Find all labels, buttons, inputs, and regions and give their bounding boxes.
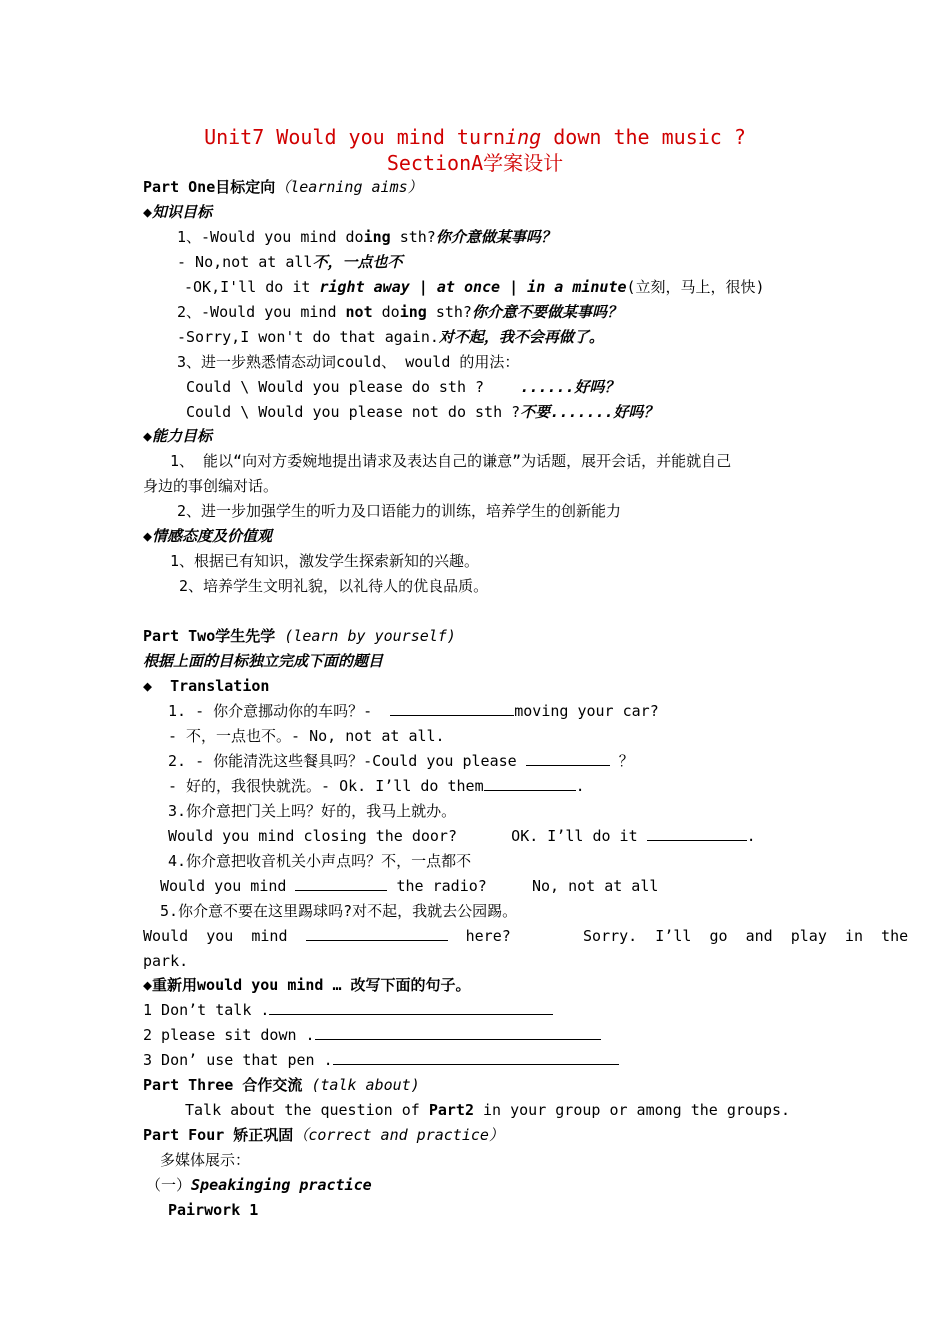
text-meaning: 你介意做某事吗？ [435, 228, 556, 246]
translation-q2 [168, 751, 634, 771]
text: - 好的，我很快就洗。- Ok. I’ll do them [168, 777, 484, 795]
answer-blank[interactable] [390, 701, 514, 716]
part-two-heading [143, 626, 456, 646]
knowledge-item-1 [177, 227, 556, 247]
text-meaning: ......好吗？ [520, 378, 620, 396]
knowledge-item-2 [177, 252, 402, 272]
text: . [746, 827, 756, 845]
text-bold: ing [363, 228, 391, 246]
part-three-heading [143, 1075, 420, 1095]
rewrite-item-1 [143, 1000, 553, 1020]
ability-item-1-continued: 身边的事创编对话。 [143, 477, 279, 495]
knowledge-item-7 [177, 377, 619, 397]
text: the radio? No, not at all [387, 877, 659, 895]
answer-blank[interactable] [269, 1000, 553, 1015]
answer-blank[interactable] [315, 1025, 601, 1040]
translation-q2-answer [168, 776, 585, 796]
text: 2、-Would you mind [177, 303, 346, 321]
part-two-instruction: 根据上面的目标独立完成下面的题目 [143, 652, 384, 670]
text-meaning: 不，一点也不 [312, 253, 403, 271]
text: 1 Don’t talk . [143, 1001, 270, 1019]
document-title-line2: SectionA学案设计 [386, 151, 564, 175]
part-two-label: Part Two学生先学 [143, 627, 276, 645]
speaking-practice-heading [146, 1175, 372, 1195]
part-one-label: Part One目标定向 [143, 178, 276, 196]
translation-heading: ◆ Translation [143, 677, 270, 695]
text: 2 please sit down . [143, 1026, 315, 1044]
knowledge-item-8 [177, 402, 658, 422]
part-four-label: Part Four 矫正巩固 [143, 1126, 294, 1144]
emotion-item-1: 1、根据已有知识，激发学生探索新知的兴趣。 [170, 552, 480, 570]
translation-q1 [168, 701, 659, 721]
text: Would you mind closing the door? OK. I’ll do it [168, 827, 647, 845]
title-text-end: down the music ? [541, 125, 746, 149]
translation-q3-english [168, 826, 756, 846]
text: 1、-Would you mind do [177, 228, 364, 246]
answer-blank[interactable] [484, 776, 576, 791]
text: ？ [609, 752, 634, 770]
text-meaning: 不要.......好吗？ [520, 403, 659, 421]
knowledge-item-5 [177, 327, 604, 347]
answer-blank[interactable] [647, 826, 747, 841]
part-one-heading [143, 177, 423, 197]
part-three-note: (talk about) [302, 1076, 420, 1094]
answer-blank[interactable] [526, 751, 610, 766]
text: Would you mind [143, 927, 306, 945]
rewrite-item-3 [143, 1050, 619, 1070]
knowledge-item-4 [177, 302, 622, 322]
text: -Sorry,I won't do that again. [177, 328, 439, 346]
answer-blank[interactable] [306, 926, 448, 941]
translation-q1-answer: - 不，一点也不。- No, not at all. [168, 727, 445, 745]
text: do [372, 303, 400, 321]
part-four-heading [143, 1125, 504, 1145]
text-bold: Part2 [428, 1101, 474, 1119]
text-phrases: right away | at once | in a minute [319, 278, 627, 296]
text: 3 Don’ use that pen . [143, 1051, 333, 1069]
text: sth? [426, 303, 472, 321]
translation-q3: 3.你介意把门关上吗？好的，我马上就办。 [168, 802, 457, 820]
part-two-note: (learn by yourself) [275, 627, 456, 645]
translation-q4: 4.你介意把收音机关小声点吗？不，一点都不 [168, 852, 472, 870]
pairwork-heading: Pairwork 1 [168, 1201, 259, 1219]
translation-q5: 5.你介意不要在这里踢球吗?对不起，我就去公园踢。 [160, 902, 518, 920]
translation-q5-continued: park. [143, 952, 189, 970]
translation-q5-english [143, 926, 908, 946]
part-three-label: Part Three 合作交流 [143, 1076, 303, 1094]
knowledge-item-3 [184, 277, 765, 297]
knowledge-item-6: 3、进一步熟悉情态动词could、 would 的用法： [177, 353, 520, 371]
text: moving your car? [514, 702, 659, 720]
title-text-italic: ing [505, 125, 542, 149]
text: -OK,I'll do it [184, 278, 320, 296]
multimedia-display: 多媒体展示： [160, 1151, 251, 1169]
text-meaning: 你介意不要做某事吗？ [471, 303, 622, 321]
text: sth? [390, 228, 436, 246]
ability-heading: ◆能力目标 [143, 427, 213, 445]
answer-blank[interactable] [295, 876, 387, 891]
part-three-text [185, 1100, 790, 1120]
title-text: Unit7 Would you mind turn [204, 125, 506, 149]
text: - No,not at all [177, 253, 313, 271]
text: Could \ Would you please do sth ? [177, 378, 521, 396]
ability-item-1: 1、 能以“向对方委婉地提出请求及表达自己的谦意”为话题，展开会话，并能就自己 [170, 452, 732, 470]
answer-blank[interactable] [333, 1050, 619, 1065]
translation-q4-english [160, 876, 658, 896]
text-italic: Speakinging practice [191, 1176, 372, 1194]
text: （一） [146, 1176, 192, 1194]
text: Talk about the question of [185, 1101, 429, 1119]
text: 2. - 你能清洗这些餐具吗？-Could you please [168, 752, 526, 770]
rewrite-heading: ◆重新用would you mind … 改写下面的句子。 [143, 976, 471, 994]
document-title-line1 [0, 124, 950, 150]
rewrite-item-2 [143, 1025, 601, 1045]
text: . [575, 777, 585, 795]
emotion-item-2: 2、培养学生文明礼貌，以礼待人的优良品质。 [170, 577, 489, 595]
text: (立刻，马上，很快) [626, 278, 765, 296]
text-bold: not [345, 303, 373, 321]
text: Would you mind [160, 877, 296, 895]
part-four-note: （correct and practice） [293, 1126, 504, 1144]
text: in your group or among the groups. [474, 1101, 791, 1119]
part-one-note: （learning aims） [275, 178, 423, 196]
text: 1. - 你介意挪动你的车吗？- [168, 702, 391, 720]
ability-item-2: 2、进一步加强学生的听力及口语能力的训练，培养学生的创新能力 [177, 502, 622, 520]
text-meaning: 对不起，我不会再做了。 [438, 328, 604, 346]
text: here? Sorry. I’ll go and play in the [447, 927, 909, 945]
knowledge-heading: ◆知识目标 [143, 203, 213, 221]
emotion-heading: ◆情感态度及价值观 [143, 527, 273, 545]
text: Could \ Would you please not do sth ? [177, 403, 521, 421]
text-bold: ing [399, 303, 427, 321]
